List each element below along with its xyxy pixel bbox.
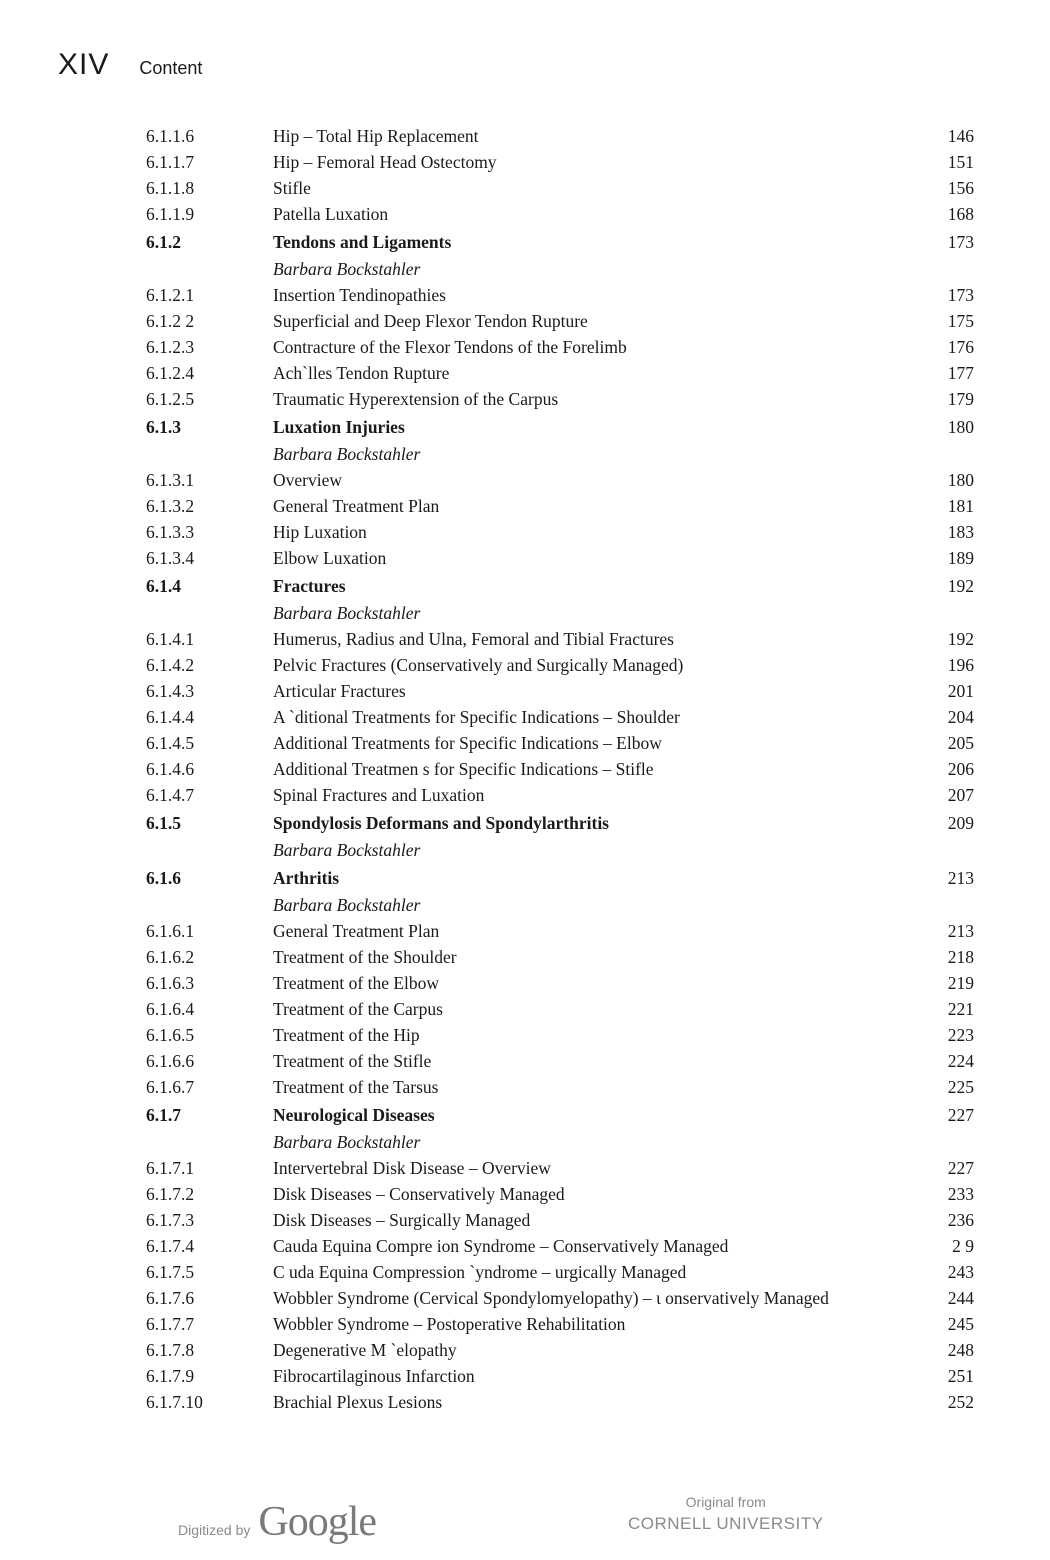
toc-page: 225	[947, 1077, 974, 1097]
toc-entry	[146, 1363, 974, 1389]
toc-title: Insertion Tendinopathies	[273, 285, 446, 305]
toc-title: Overview	[273, 470, 343, 490]
toc-page: 205	[947, 733, 974, 753]
toc-section	[146, 571, 974, 600]
running-title: Content	[139, 58, 203, 78]
toc-number: 6.1.7.4	[146, 1236, 195, 1256]
toc-page: 180	[947, 417, 974, 437]
page-number: XIV	[58, 48, 110, 81]
toc-page: 221	[947, 999, 974, 1019]
toc-number: 6.1.6.1	[146, 921, 195, 941]
toc-title: A `ditional Treatments for Specific Indications – Shoulder	[273, 707, 680, 727]
toc-title: Articular Fractures	[273, 681, 406, 701]
toc-page: 176	[947, 337, 974, 357]
toc-page: 151	[947, 152, 974, 172]
toc-entry	[146, 944, 974, 970]
toc-title: Treatment of the Elbow	[273, 973, 440, 993]
toc-page: 207	[947, 785, 974, 805]
toc-number: 6.1.4.3	[146, 681, 195, 701]
toc-page: 180	[947, 470, 974, 490]
toc-title: Intervertebral Disk Disease – Overview	[273, 1158, 551, 1178]
toc-entry	[146, 756, 974, 782]
toc-entry	[146, 1389, 974, 1415]
toc-title: Treatment of the Hip	[273, 1025, 420, 1045]
toc-title: General Treatment Plan	[273, 921, 440, 941]
toc-entry	[146, 1207, 974, 1233]
toc-title: General Treatment Plan	[273, 496, 440, 516]
toc-page: 181	[947, 496, 974, 516]
toc-page: 177	[947, 363, 974, 383]
toc-number: 6.1.7	[146, 1105, 181, 1125]
toc-page: 183	[947, 522, 974, 542]
toc-entry	[146, 918, 974, 944]
toc-page: 146	[947, 126, 974, 146]
toc-title: Hip – Femoral Head Ostectomy	[273, 152, 497, 172]
toc-page: 218	[947, 947, 974, 967]
toc-page: 196	[947, 655, 974, 675]
toc-entry	[146, 652, 974, 678]
toc-page: 213	[947, 868, 974, 888]
toc-title: Fractures	[273, 576, 346, 596]
toc-section	[146, 808, 974, 837]
toc-number: 6.1.7.5	[146, 1262, 195, 1282]
toc-number: 6.1.7.3	[146, 1210, 195, 1230]
toc-author-name: Barbara Bockstahler	[273, 840, 421, 860]
toc-author	[146, 892, 974, 918]
toc-title: Degenerative M `elopathy	[273, 1340, 457, 1360]
toc-title: Superficial and Deep Flexor Tendon Rupture	[273, 311, 588, 331]
toc-number: 6.1.6.5	[146, 1025, 195, 1045]
toc-entry	[146, 201, 974, 227]
toc-page: 168	[947, 204, 974, 224]
toc-number: 6.1.7.6	[146, 1288, 195, 1308]
toc-title: Humerus, Radius and Ulna, Femoral and Tibial Fractures	[273, 629, 674, 649]
toc-author-name: Barbara Bockstahler	[273, 1132, 421, 1152]
toc-title: Additional Treatments for Specific Indications – Elbow	[273, 733, 662, 753]
toc-number: 6.1.1.7	[146, 152, 195, 172]
toc-number: 6.1.6	[146, 868, 181, 888]
toc-number: 6.1.6.4	[146, 999, 195, 1019]
toc-title: Arthritis	[273, 868, 340, 888]
toc-title: C uda Equina Compression `yndrome – urgically Managed	[273, 1262, 687, 1282]
toc-entry	[146, 704, 974, 730]
toc-entry	[146, 1181, 974, 1207]
toc-entry	[146, 1311, 974, 1337]
toc-page: 175	[947, 311, 974, 331]
toc-entry	[146, 1285, 974, 1311]
toc-title: Brachial Plexus Lesions	[273, 1392, 443, 1412]
toc-number	[146, 600, 273, 626]
toc-title: Cauda Equina Compre ion Syndrome – Conservatively Managed	[273, 1236, 729, 1256]
toc-page: 189	[947, 548, 974, 568]
toc-number: 6.1.2.5	[146, 389, 195, 409]
toc-title: Wobbler Syndrome – Postoperative Rehabilitation	[273, 1314, 626, 1334]
toc-number: 6.1.3.2	[146, 496, 195, 516]
toc-title: Stifle	[273, 178, 311, 198]
toc-author-name: Barbara Bockstahler	[273, 259, 421, 279]
toc-section	[146, 863, 974, 892]
toc-number: 6.1.4.5	[146, 733, 195, 753]
google-logo: Google	[258, 1499, 377, 1545]
toc-author-name: Barbara Bockstahler	[273, 603, 421, 623]
toc-entry	[146, 282, 974, 308]
toc-page: 213	[947, 921, 974, 941]
toc-number: 6.1.4.7	[146, 785, 195, 805]
toc-number: 6.1.7.10	[146, 1392, 203, 1412]
toc-page: 201	[947, 681, 974, 701]
toc-title: Luxation Injuries	[273, 417, 405, 437]
toc-author-name: Barbara Bockstahler	[273, 895, 421, 915]
toc-number: 6.1.3.3	[146, 522, 195, 542]
toc-page: 173	[947, 232, 974, 252]
original-label: Original from	[685, 1494, 766, 1510]
toc-title: Disk Diseases – Surgically Managed	[273, 1210, 531, 1230]
toc-page: 227	[947, 1158, 974, 1178]
toc-number	[146, 1129, 273, 1155]
toc-entry	[146, 360, 974, 386]
toc-number: 6.1.6.3	[146, 973, 195, 993]
toc-title: Spinal Fractures and Luxation	[273, 785, 485, 805]
toc-page: 192	[947, 576, 974, 596]
toc-number: 6.1.4	[146, 576, 181, 596]
toc-title: Pelvic Fractures (Conservatively and Surgically Managed)	[273, 655, 684, 675]
toc-page: 252	[947, 1392, 974, 1412]
toc-page: 219	[947, 973, 974, 993]
toc-page: 251	[947, 1366, 974, 1386]
toc-page: 233	[947, 1184, 974, 1204]
toc-entry	[146, 730, 974, 756]
toc-title: Hip Luxation	[273, 522, 367, 542]
toc-page: 156	[947, 178, 974, 198]
toc-number: 6.1.4.2	[146, 655, 195, 675]
toc-page: 192	[947, 629, 974, 649]
toc-number	[146, 837, 273, 863]
toc-title: Neurological Diseases	[273, 1105, 435, 1125]
toc-entry	[146, 1074, 974, 1100]
toc-page: 2 9	[952, 1236, 974, 1256]
toc-title: Treatment of the Stifle	[273, 1051, 432, 1071]
toc-number: 6.1.7.1	[146, 1158, 195, 1178]
toc-number: 6.1.4.6	[146, 759, 195, 779]
toc-title: Disk Diseases – Conservatively Managed	[273, 1184, 565, 1204]
toc-entry	[146, 1337, 974, 1363]
digitized-by	[178, 1498, 376, 1546]
toc-page: 245	[947, 1314, 974, 1334]
toc-entry	[146, 782, 974, 808]
toc-number: 6.1.7.2	[146, 1184, 195, 1204]
toc-title: Hip – Total Hip Replacement	[273, 126, 479, 146]
toc-number: 6.1.7.9	[146, 1366, 195, 1386]
toc-entry	[146, 493, 974, 519]
toc-number: 6.1.6.7	[146, 1077, 195, 1097]
toc-page: 179	[947, 389, 974, 409]
toc-number: 6.1.5	[146, 813, 181, 833]
toc-title: Additional Treatmen s for Specific Indications – Stifle	[273, 759, 654, 779]
toc-entry	[146, 996, 974, 1022]
toc-number: 6.1.2	[146, 232, 181, 252]
toc-author	[146, 256, 974, 282]
toc-page: 243	[947, 1262, 974, 1282]
toc-page: 248	[947, 1340, 974, 1360]
toc-entry	[146, 386, 974, 412]
toc-number: 6.1.1.9	[146, 204, 195, 224]
toc-author	[146, 441, 974, 467]
toc-entry	[146, 1022, 974, 1048]
scan-footer	[0, 1490, 1050, 1550]
toc-entry	[146, 1155, 974, 1181]
toc-entry	[146, 626, 974, 652]
toc-author	[146, 837, 974, 863]
toc-number: 6.1.2 2	[146, 311, 195, 331]
toc-title: Wobbler Syndrome (Cervical Spondylomyelopathy) – ι onservatively Managed	[273, 1288, 829, 1308]
toc-number: 6.1.3.4	[146, 548, 195, 568]
toc-number	[146, 256, 273, 282]
toc-page: 244	[947, 1288, 974, 1308]
toc-entry	[146, 308, 974, 334]
toc-title: Treatment of the Shoulder	[273, 947, 457, 967]
toc-entry	[146, 678, 974, 704]
toc-author	[146, 600, 974, 626]
toc-entry	[146, 175, 974, 201]
toc-entry	[146, 467, 974, 493]
toc-title: Patella Luxation	[273, 204, 389, 224]
toc-title: Treatment of the Tarsus	[273, 1077, 439, 1097]
toc-number: 6.1.4.4	[146, 707, 195, 727]
toc-number: 6.1.1.6	[146, 126, 195, 146]
toc-number: 6.1.7.8	[146, 1340, 195, 1360]
digitized-label: Digitized by	[178, 1522, 251, 1538]
toc-page: 223	[947, 1025, 974, 1045]
toc-number: 6.1.3	[146, 417, 181, 437]
toc-number: 6.1.2.4	[146, 363, 195, 383]
toc-number	[146, 892, 273, 918]
toc-page: 204	[947, 707, 974, 727]
toc-entry	[146, 334, 974, 360]
original-source: CORNELL UNIVERSITY	[628, 1514, 824, 1533]
toc-title: Spondylosis Deformans and Spondylarthritis	[273, 813, 609, 833]
toc-section	[146, 1100, 974, 1129]
toc-entry	[146, 149, 974, 175]
toc-title: Fibrocartilaginous Infarction	[273, 1366, 475, 1386]
toc-title: Ach`lles Tendon Rupture	[273, 363, 450, 383]
toc-entry	[146, 1048, 974, 1074]
toc-page: 236	[947, 1210, 974, 1230]
toc-entry	[146, 970, 974, 996]
toc-entry	[146, 1233, 974, 1259]
toc-title: Contracture of the Flexor Tendons of the Forelimb	[273, 337, 627, 357]
toc-number: 6.1.3.1	[146, 470, 195, 490]
toc-title: Treatment of the Carpus	[273, 999, 443, 1019]
toc-page: 224	[947, 1051, 974, 1071]
toc-entry	[146, 123, 974, 149]
toc-page: 227	[947, 1105, 974, 1125]
toc-number: 6.1.7.7	[146, 1314, 195, 1334]
toc-section	[146, 227, 974, 256]
toc-author	[146, 1129, 974, 1155]
toc-number: 6.1.2.1	[146, 285, 195, 305]
original-from	[628, 1494, 823, 1534]
toc-title: Elbow Luxation	[273, 548, 387, 568]
toc-page: 173	[947, 285, 974, 305]
toc-section	[146, 412, 974, 441]
toc-title: Traumatic Hyperextension of the Carpus	[273, 389, 559, 409]
toc-number: 6.1.4.1	[146, 629, 195, 649]
toc-entry	[146, 519, 974, 545]
toc-number	[146, 441, 273, 467]
toc-page: 206	[947, 759, 974, 779]
toc-page: 209	[947, 813, 974, 833]
toc-author-name: Barbara Bockstahler	[273, 444, 421, 464]
toc-entry	[146, 1259, 974, 1285]
toc-number: 6.1.6.6	[146, 1051, 195, 1071]
toc-title: Tendons and Ligaments	[273, 232, 452, 252]
table-of-contents	[146, 123, 974, 1415]
toc-entry	[146, 545, 974, 571]
toc-number: 6.1.1.8	[146, 178, 195, 198]
toc-number: 6.1.6.2	[146, 947, 195, 967]
toc-number: 6.1.2.3	[146, 337, 195, 357]
running-head	[58, 48, 202, 88]
